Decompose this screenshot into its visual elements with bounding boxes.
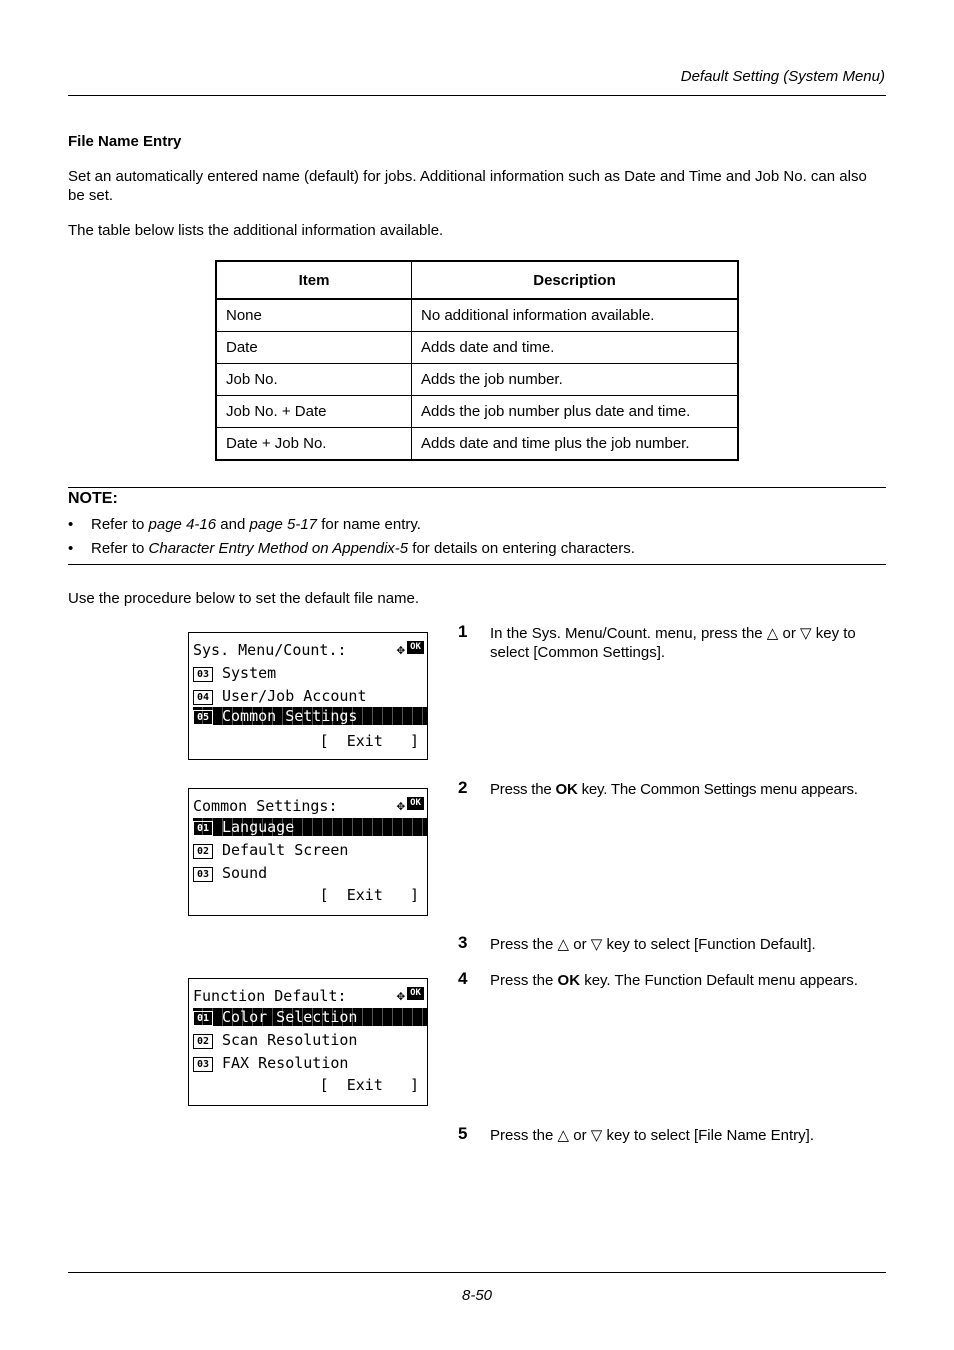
- lcd-menu-item-selected[interactable]: [193, 1008, 427, 1026]
- item-number-badge: 02: [193, 1034, 213, 1049]
- lcd-title: Common Settings:: [193, 797, 338, 815]
- lcd-menu-item[interactable]: [193, 687, 427, 705]
- table-intro: The table below lists the additional information available.: [68, 222, 444, 239]
- lcd-item-label: System: [222, 664, 277, 682]
- ok-key-icon: OK: [407, 641, 424, 654]
- step-number: 5: [458, 1124, 468, 1143]
- four-way-arrow-icon: ✥: [396, 988, 405, 1004]
- lcd-menu-item[interactable]: [193, 1031, 427, 1049]
- table-cell-description: Adds the job number.: [412, 364, 739, 396]
- note-text: Refer to: [91, 516, 149, 533]
- note-bottom-rule: [68, 564, 886, 565]
- table-cell-item: Job No. + Date: [216, 396, 412, 428]
- table-header-row: [216, 261, 738, 299]
- lcd-menu-item[interactable]: [193, 664, 427, 682]
- ok-key-label: OK: [557, 972, 581, 989]
- lcd-title: Sys. Menu/Count.:: [193, 641, 347, 659]
- note-label: NOTE:: [68, 490, 118, 507]
- table-cell-item: None: [216, 299, 412, 332]
- step-number: 4: [458, 969, 468, 988]
- lcd-screen-sys-menu: [188, 632, 428, 760]
- step-text-part: Press the: [490, 972, 558, 989]
- four-way-arrow-icon: ✥: [396, 642, 405, 658]
- lcd-title-row: [193, 641, 427, 659]
- table-cell-description: Adds the job number plus date and time.: [412, 396, 739, 428]
- ok-key-icon: OK: [407, 797, 424, 810]
- procedure-intro: Use the procedure below to set the default file name.: [68, 590, 420, 607]
- note-bullet-2: [68, 540, 635, 557]
- lcd-title-row: [193, 987, 427, 1005]
- table-row: [216, 332, 738, 364]
- lcd-exit-button[interactable]: [ Exit ]: [319, 732, 419, 750]
- step-number: 1: [458, 622, 468, 641]
- table-cell-description: Adds date and time plus the job number.: [412, 428, 739, 461]
- lcd-item-label: Color Selection: [222, 1008, 358, 1026]
- lcd-title: Function Default:: [193, 987, 347, 1005]
- lcd-menu-item[interactable]: [193, 841, 427, 859]
- table-header-item: Item: [216, 261, 412, 299]
- ok-key-icon: OK: [407, 987, 424, 1000]
- table-cell-description: Adds date and time.: [412, 332, 739, 364]
- table-cell-item: Date + Job No.: [216, 428, 412, 461]
- lcd-exit-button[interactable]: [ Exit ]: [319, 886, 419, 904]
- step-text-part: key. The Function Default menu appears.: [580, 972, 858, 989]
- step-text: Press the △ or ▽ key to select [File Name Entry].: [490, 1127, 815, 1144]
- item-number-badge: 02: [193, 844, 213, 859]
- item-number-badge: 01: [193, 1011, 213, 1026]
- table-cell-description: No additional information available.: [412, 299, 739, 332]
- lcd-item-label: Common Settings: [222, 707, 358, 725]
- table-row: [216, 396, 738, 428]
- step-text: [490, 780, 886, 799]
- lcd-menu-item[interactable]: [193, 864, 427, 882]
- additional-info-table: [215, 260, 739, 461]
- lcd-item-label: Language: [222, 818, 295, 836]
- lcd-screen-common-settings: [188, 788, 428, 916]
- header-rule: [68, 95, 886, 96]
- page-reference-link[interactable]: page 5-17: [249, 516, 318, 533]
- table-row: [216, 428, 738, 461]
- table-cell-item: Date: [216, 332, 412, 364]
- lcd-screen-function-default: [188, 978, 428, 1106]
- note-top-rule: [68, 487, 886, 488]
- table-row: [216, 364, 738, 396]
- bullet-dot: •: [68, 540, 74, 557]
- table-header-description: Description: [412, 261, 739, 299]
- note-text: and: [216, 516, 250, 533]
- lcd-item-label: Default Screen: [222, 841, 349, 859]
- step-text: Press the △ or ▽ key to select [Function Default].: [490, 936, 816, 953]
- item-number-badge: 03: [193, 1057, 213, 1072]
- item-number-badge: 05: [193, 710, 213, 725]
- step-text-part: Press the: [490, 781, 556, 798]
- page-number: 8-50: [461, 1287, 493, 1304]
- ok-key-label: OK: [555, 781, 578, 798]
- item-number-badge: 01: [193, 821, 213, 836]
- item-number-badge: 03: [193, 667, 213, 682]
- item-number-badge: 03: [193, 867, 213, 882]
- bullet-dot: •: [68, 516, 74, 533]
- appendix-reference-link[interactable]: Character Entry Method on Appendix-5: [148, 540, 409, 557]
- table-cell-item: Job No.: [216, 364, 412, 396]
- lcd-menu-item-selected[interactable]: [193, 707, 427, 725]
- lcd-title-row: [193, 797, 427, 815]
- note-text: Refer to: [91, 540, 149, 557]
- running-header: Default Setting (System Menu): [680, 68, 885, 85]
- step-text: [490, 971, 886, 990]
- page-reference-link[interactable]: page 4-16: [148, 516, 217, 533]
- note-text: for name entry.: [317, 516, 421, 533]
- note-bullet-1: [68, 516, 421, 533]
- lcd-item-label: Scan Resolution: [222, 1031, 358, 1049]
- lcd-exit-button[interactable]: [ Exit ]: [319, 1076, 419, 1094]
- lcd-item-label: Sound: [222, 864, 268, 882]
- four-way-arrow-icon: ✥: [396, 798, 405, 814]
- lcd-item-label: User/Job Account: [222, 687, 367, 705]
- step-text-part: key. The Common Settings menu appears.: [577, 781, 858, 798]
- note-text: for details on entering characters.: [408, 540, 635, 557]
- step-number: 2: [458, 778, 468, 797]
- table-row: [216, 299, 738, 332]
- step-text: In the Sys. Menu/Count. menu, press the △ or ▽ key to select [Common Settings].: [490, 625, 856, 661]
- intro-paragraph: Set an automatically entered name (default) for jobs. Additional information such as Date and Time and Job No. can also be set.: [68, 168, 867, 204]
- footer-rule: [68, 1272, 886, 1273]
- step-number: 3: [458, 933, 468, 952]
- lcd-item-label: FAX Resolution: [222, 1054, 349, 1072]
- lcd-menu-item[interactable]: [193, 1054, 427, 1072]
- section-title: File Name Entry: [68, 133, 182, 150]
- item-number-badge: 04: [193, 690, 213, 705]
- lcd-menu-item-selected[interactable]: [193, 818, 427, 836]
